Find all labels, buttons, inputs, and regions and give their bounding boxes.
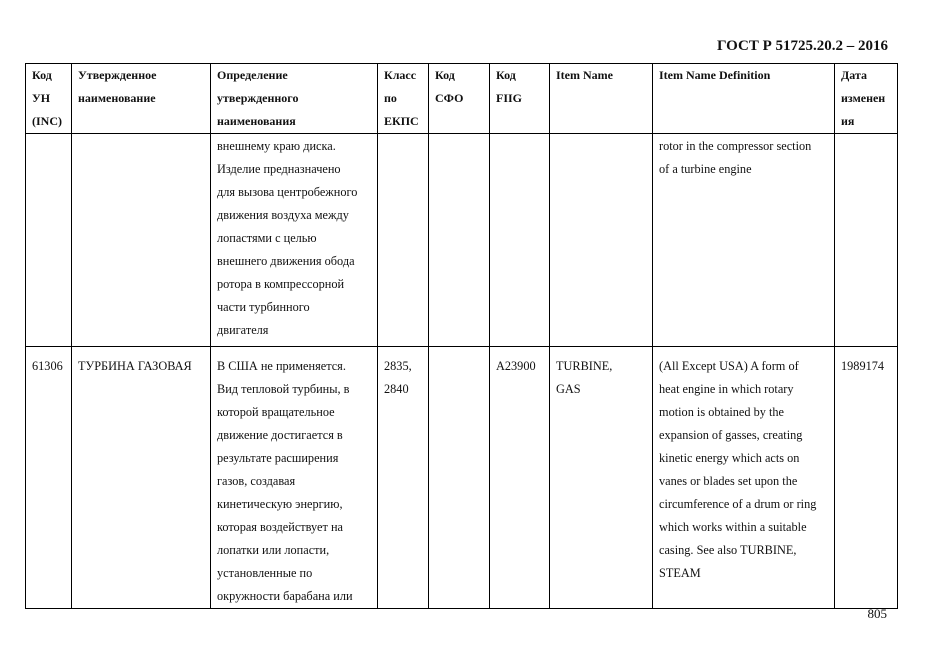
header-line: утвержденного bbox=[217, 91, 299, 105]
header-line: наименование bbox=[78, 91, 156, 105]
header-approved-name bbox=[72, 64, 211, 134]
cell-class bbox=[378, 134, 429, 347]
cell-line: A23900 bbox=[496, 359, 536, 373]
cell-sfo bbox=[429, 134, 490, 347]
cell-item-definition bbox=[653, 347, 835, 609]
header-line: Item Name bbox=[556, 68, 613, 82]
cell-inc bbox=[26, 134, 72, 347]
cell-line: Изделие предназначено bbox=[217, 162, 341, 176]
header-line: Item Name Definition bbox=[659, 68, 771, 82]
header-line: (INC) bbox=[32, 114, 62, 128]
header-line: Утвержденное bbox=[78, 68, 157, 82]
cell-line: 2840 bbox=[384, 382, 409, 396]
header-line: по bbox=[384, 91, 397, 105]
header-definition bbox=[211, 64, 378, 134]
cell-line: лопастями с целью bbox=[217, 231, 317, 245]
cell-line: В США не применяется. bbox=[217, 359, 346, 373]
cell-line: газов, создавая bbox=[217, 474, 296, 488]
cell-name bbox=[72, 347, 211, 609]
cell-definition bbox=[211, 347, 378, 609]
cell-line: 2835, bbox=[384, 359, 412, 373]
header-item-name bbox=[550, 64, 653, 134]
cell-definition bbox=[211, 134, 378, 347]
header-item-definition bbox=[653, 64, 835, 134]
cell-line: heat engine in which rotary bbox=[659, 382, 794, 396]
header-class bbox=[378, 64, 429, 134]
header-line: Определение bbox=[217, 68, 288, 82]
table-row bbox=[26, 347, 898, 609]
cell-name bbox=[72, 134, 211, 347]
cell-item-name bbox=[550, 134, 653, 347]
cell-fiig bbox=[490, 134, 550, 347]
cell-line: GAS bbox=[556, 382, 581, 396]
cell-sfo bbox=[429, 347, 490, 609]
cell-line: лопатки или лопасти, bbox=[217, 543, 330, 557]
cell-line: 61306 bbox=[32, 359, 63, 373]
header-line: ия bbox=[841, 114, 855, 128]
header-line: СФО bbox=[435, 91, 464, 105]
cell-line: внешнего движения обода bbox=[217, 254, 355, 268]
table-header-row bbox=[26, 64, 898, 134]
standard-designation: ГОСТ Р 51725.20.2 – 2016 bbox=[716, 38, 888, 54]
header-line: Код bbox=[496, 68, 516, 82]
cell-line: which works within a suitable bbox=[659, 520, 807, 534]
cell-line: circumference of a drum or ring bbox=[659, 497, 817, 511]
cell-line: rotor in the compressor section bbox=[659, 139, 812, 153]
cell-line: of a turbine engine bbox=[659, 162, 752, 176]
cell-line: (All Except USA) A form of bbox=[659, 359, 799, 373]
header-date bbox=[835, 64, 898, 134]
cell-inc bbox=[26, 347, 72, 609]
cell-line: STEAM bbox=[659, 566, 701, 580]
header-line: ЕКПС bbox=[384, 114, 419, 128]
cell-line: которая воздействует на bbox=[217, 520, 343, 534]
header-line: Класс bbox=[384, 68, 417, 82]
header-sfo bbox=[429, 64, 490, 134]
cell-item-definition bbox=[653, 134, 835, 347]
header-line: УН bbox=[32, 91, 51, 105]
header-line: Дата bbox=[841, 68, 867, 82]
header-line: FIIG bbox=[496, 91, 523, 105]
header-line: наименования bbox=[217, 114, 296, 128]
catalog-table bbox=[25, 63, 898, 609]
cell-line: kinetic energy which acts on bbox=[659, 451, 800, 465]
page-number: 805 bbox=[867, 606, 887, 621]
cell-line: expansion of gasses, creating bbox=[659, 428, 803, 442]
cell-line: 1989174 bbox=[841, 359, 885, 373]
header-line: изменен bbox=[841, 91, 886, 105]
cell-date bbox=[835, 134, 898, 347]
cell-line: внешнему краю диска. bbox=[217, 139, 336, 153]
cell-line: кинетическую энергию, bbox=[217, 497, 343, 511]
cell-class bbox=[378, 347, 429, 609]
header-fiig bbox=[490, 64, 550, 134]
cell-line: для вызова центробежного bbox=[217, 185, 358, 199]
cell-line: движение достигается в bbox=[217, 428, 343, 442]
header-line: Код bbox=[435, 68, 455, 82]
cell-line: которой вращательное bbox=[217, 405, 335, 419]
cell-item-name bbox=[550, 347, 653, 609]
cell-fiig bbox=[490, 347, 550, 609]
cell-line: части турбинного bbox=[217, 300, 310, 314]
cell-line: vanes or blades set upon the bbox=[659, 474, 798, 488]
header-inc bbox=[26, 64, 72, 134]
cell-line: ротора в компрессорной bbox=[217, 277, 345, 291]
cell-date bbox=[835, 347, 898, 609]
cell-line: motion is obtained by the bbox=[659, 405, 785, 419]
table-row bbox=[26, 134, 898, 347]
cell-line: окружности барабана или bbox=[217, 589, 353, 603]
cell-line: ТУРБИНА ГАЗОВАЯ bbox=[78, 359, 192, 373]
cell-line: движения воздуха между bbox=[217, 208, 349, 222]
cell-line: TURBINE, bbox=[556, 359, 613, 373]
cell-line: двигателя bbox=[217, 323, 269, 337]
cell-line: установленные по bbox=[217, 566, 313, 580]
cell-line: casing. See also TURBINE, bbox=[659, 543, 797, 557]
header-line: Код bbox=[32, 68, 52, 82]
cell-line: результате расширения bbox=[217, 451, 339, 465]
cell-line: Вид тепловой турбины, в bbox=[217, 382, 350, 396]
